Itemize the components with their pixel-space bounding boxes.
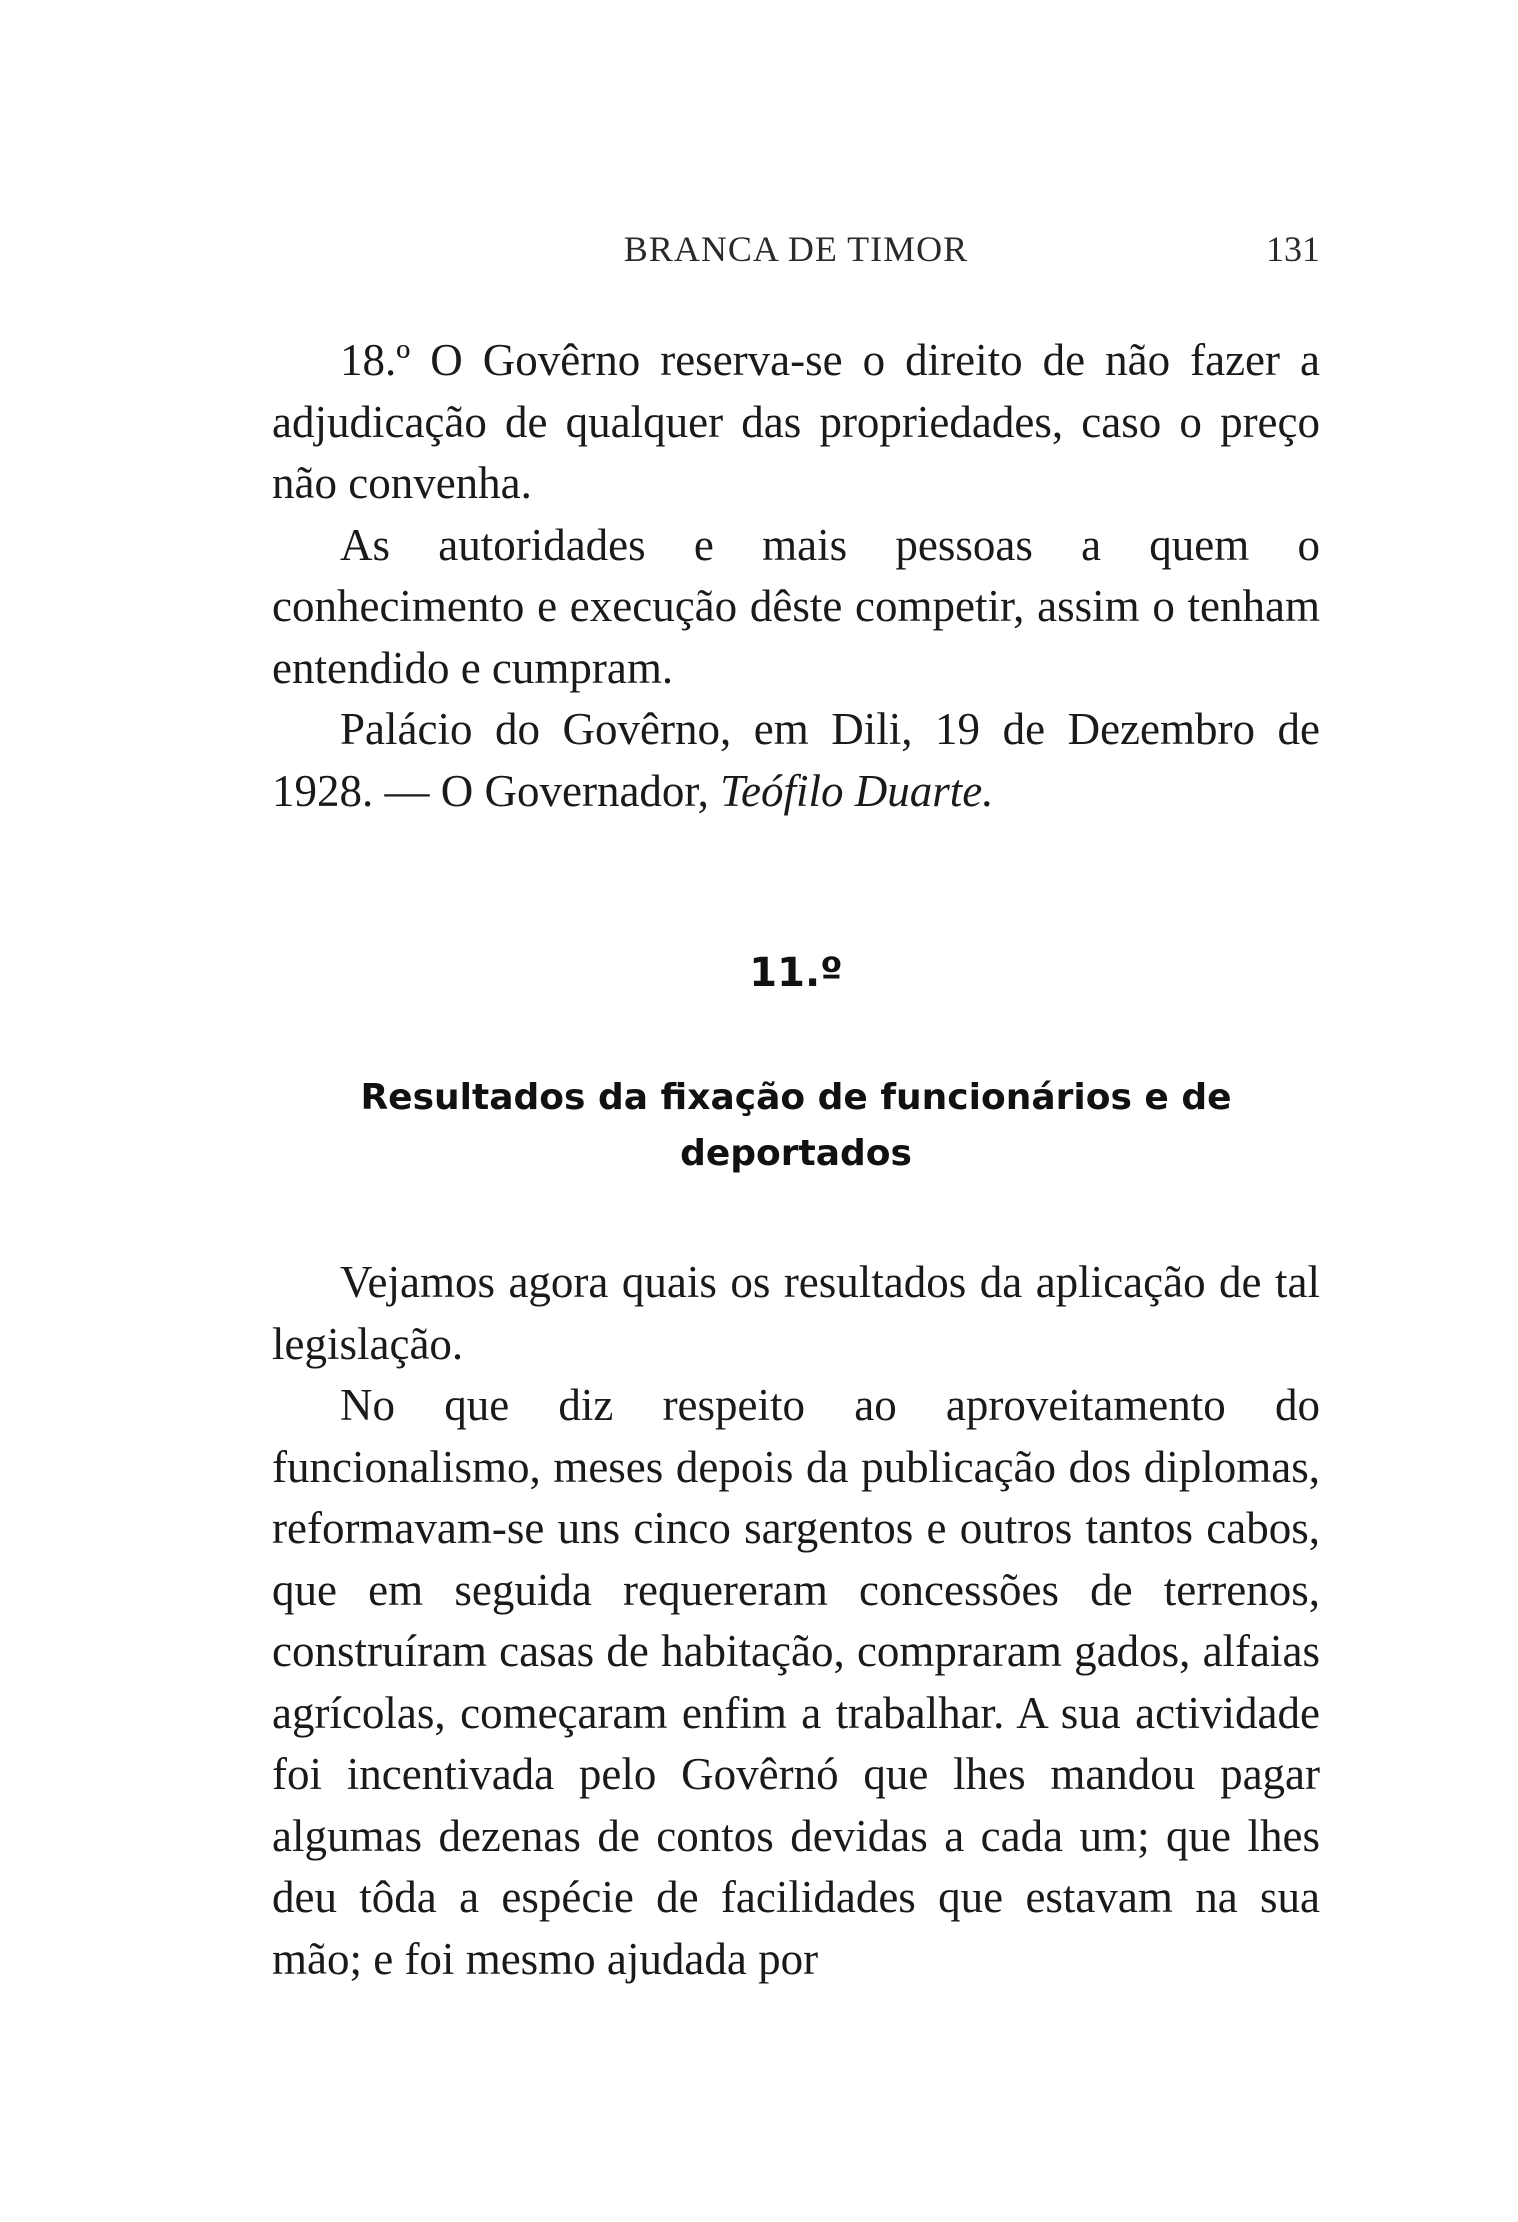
paragraph-functionaries: No que diz respeito ao aproveitamento do funcionalismo, meses depois da publicação dos diplomas, reformavam-se uns cinco sargentos e outros tantos cabos, que em seguida requereram concessões de terrenos, construíram casas de habitação, compraram gados, alfaias agrícolas, começaram enfim a trabalhar. A sua actividade foi incentivada pelo Govêrnó que lhes mandou pagar algumas dezenas de contos devidas a cada um; que lhes deu tôda a espécie de facilidades que estavam na sua mão; e foi mesmo ajudada por xyxy=(272,1380,1320,1984)
decree-text xyxy=(272,330,1320,822)
governor-name: Teófilo Duarte. xyxy=(720,765,994,816)
running-header xyxy=(272,228,1320,278)
paragraph-article-18: 18.º O Govêrno reserva-se o direito de não fazer a adjudicação de qualquer das propriedades, caso o preço não convenha. xyxy=(272,335,1320,508)
page-number: 131 xyxy=(1266,229,1320,269)
paragraph-intro: Vejamos agora quais os resultados da aplicação de tal legislação. xyxy=(272,1257,1320,1369)
paragraph-signature xyxy=(272,699,1320,822)
section-title: Resultados da fixação de funcionários e de deportados xyxy=(360,1077,1232,1174)
running-title: BRANCA DE TIMOR xyxy=(623,229,969,269)
signature-line: Palácio do Govêrno, em Dili, 19 de Dezembro de 1928. — O Governador, xyxy=(272,704,1320,816)
paragraph-authorities: As autoridades e mais pessoas a quem o conhecimento e execução dêste competir, assim o tenham entendido e cumpram. xyxy=(272,519,1320,693)
section-body xyxy=(272,1252,1320,1990)
section-number: 11.º xyxy=(749,950,843,996)
